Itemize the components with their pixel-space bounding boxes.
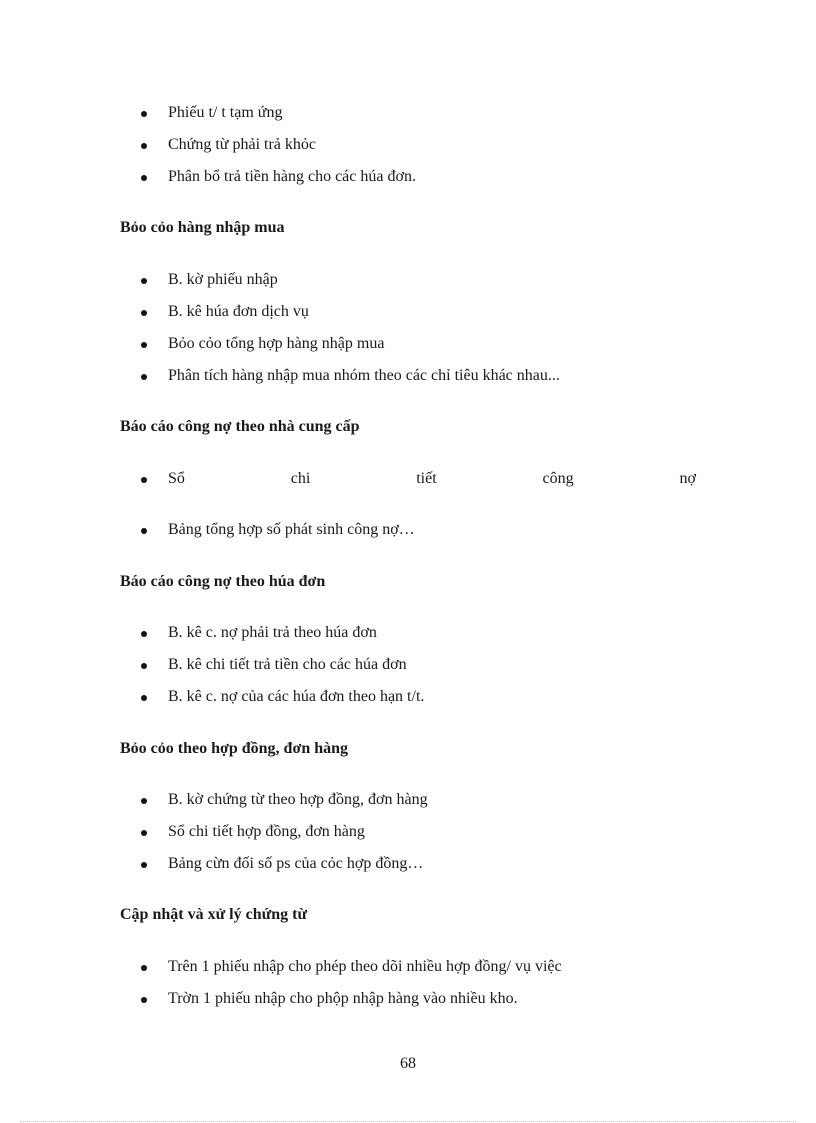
justified-list-item-text bbox=[168, 468, 696, 490]
list-item bbox=[0, 848, 816, 880]
list-item bbox=[0, 264, 816, 296]
bullet-icon bbox=[141, 342, 147, 348]
list-item bbox=[0, 129, 816, 161]
word: chi bbox=[290, 470, 311, 487]
section-heading: Báo cáo công nợ theo nhà cung cấp bbox=[120, 418, 360, 435]
list-item bbox=[0, 784, 816, 816]
bullet-list bbox=[0, 617, 816, 713]
list-item-text: Phiếu t/ t tạm ứng bbox=[168, 104, 283, 121]
page-number: 68 bbox=[400, 1055, 416, 1072]
bullet-list bbox=[0, 514, 816, 546]
bullet-icon bbox=[141, 310, 147, 316]
bullet-icon bbox=[141, 143, 147, 149]
section-heading: Cập nhật và xử lý chứng từ bbox=[120, 906, 308, 923]
list-item bbox=[0, 296, 816, 328]
bullet-list bbox=[0, 97, 816, 193]
list-item-text: Trên 1 phiếu nhập cho phép theo dõi nhiều hợp đồng/ vụ việc bbox=[168, 958, 562, 975]
bullet-list bbox=[0, 264, 816, 392]
section-heading: Bỏo cỏo hàng nhập mua bbox=[120, 219, 285, 236]
list-item-text: Phân bổ trả tiền hàng cho các húa đơn. bbox=[168, 168, 416, 185]
list-item bbox=[0, 161, 816, 193]
bullet-icon bbox=[141, 862, 147, 868]
list-item-text: B. kê c. nợ phải trả theo húa đơn bbox=[168, 624, 377, 641]
list-item bbox=[0, 951, 816, 983]
bullet-list bbox=[0, 951, 816, 1015]
bullet-icon bbox=[141, 997, 147, 1003]
list-item-text: Trờn 1 phiếu nhập cho phộp nhập hàng vào nhiều kho. bbox=[168, 990, 518, 1007]
bullet-icon bbox=[141, 278, 147, 284]
word: Sổ bbox=[168, 470, 185, 487]
list-item-text: B. kê chi tiết trả tiền cho các húa đơn bbox=[168, 656, 407, 673]
list-item-text: B. kờ chứng từ theo hợp đồng, đơn hàng bbox=[168, 791, 428, 808]
footer-divider bbox=[20, 1121, 796, 1122]
list-item-text: Phân tích hàng nhập mua nhóm theo các chỉ tiêu khác nhau... bbox=[168, 367, 560, 384]
list-item bbox=[0, 514, 816, 546]
list-item bbox=[0, 97, 816, 129]
bullet-list bbox=[0, 784, 816, 880]
bullet-icon bbox=[141, 528, 147, 534]
section-heading: Bỏo cỏo theo hợp đồng, đơn hàng bbox=[120, 740, 349, 757]
list-item-text: Bảng tổng hợp số phát sinh công nợ… bbox=[168, 521, 415, 538]
bullet-icon bbox=[141, 374, 147, 380]
list-item bbox=[0, 649, 816, 681]
list-item-text: B. kờ phiếu nhập bbox=[168, 271, 278, 288]
word: nợ bbox=[679, 470, 696, 487]
list-item-text: Sổ chi tiết hợp đồng, đơn hàng bbox=[168, 823, 365, 840]
bullet-icon bbox=[141, 477, 147, 483]
section-heading: Báo cáo công nợ theo húa đơn bbox=[120, 573, 326, 590]
word: công bbox=[542, 470, 574, 487]
list-item-text: B. kê húa đơn dịch vụ bbox=[168, 303, 309, 320]
list-item bbox=[0, 816, 816, 848]
list-item bbox=[0, 983, 816, 1015]
bullet-icon bbox=[141, 965, 147, 971]
list-item-text: Chứng từ phải trả khỏc bbox=[168, 136, 316, 153]
list-item-text: Bảng cừn đối số ps của cỏc hợp đồng… bbox=[168, 855, 424, 872]
list-item bbox=[0, 328, 816, 360]
bullet-icon bbox=[141, 663, 147, 669]
bullet-icon bbox=[141, 798, 147, 804]
list-item bbox=[0, 360, 816, 392]
list-item bbox=[0, 681, 816, 713]
bullet-icon bbox=[141, 111, 147, 117]
list-item bbox=[0, 617, 816, 649]
list-item-text: B. kê c. nợ của các húa đơn theo hạn t/t. bbox=[168, 688, 425, 705]
bullet-icon bbox=[141, 830, 147, 836]
list-item-text: Bỏo cỏo tổng hợp hàng nhập mua bbox=[168, 335, 385, 352]
word: tiết bbox=[416, 470, 437, 487]
bullet-icon bbox=[141, 631, 147, 637]
bullet-icon bbox=[141, 175, 147, 181]
bullet-icon bbox=[141, 695, 147, 701]
